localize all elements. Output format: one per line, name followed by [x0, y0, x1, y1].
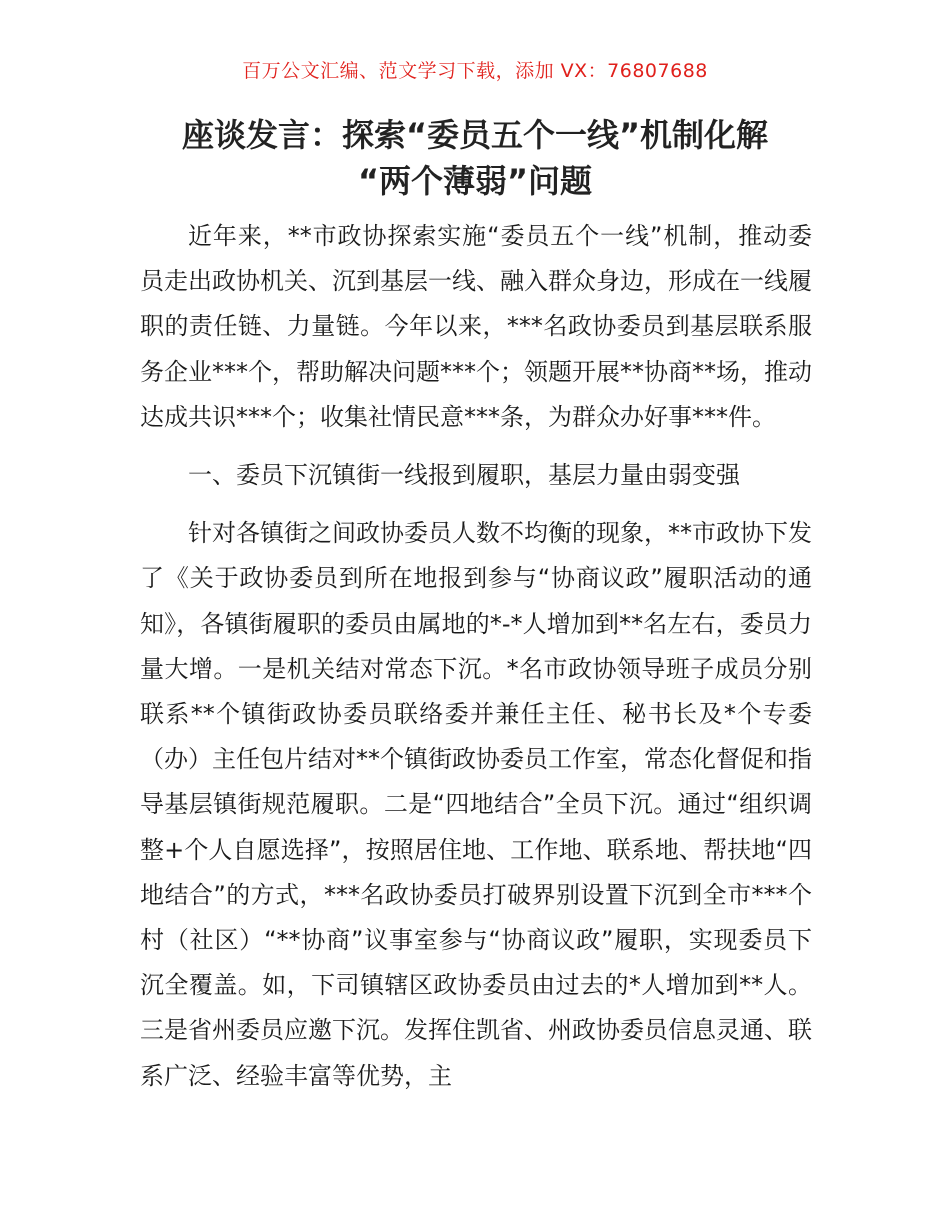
paragraph-intro: 近年来，**市政协探索实施“委员五个一线”机制，推动委员走出政协机关、沉到基层一线、融入群众身边，形成在一线履职的责任链、力量链。今年以来，***名政协委员到基层联系服务企业***个，帮助解决问题***个；领题开展**协商**场，推动达成共识***个；收集社情民意***条，为群众办好事***件。: [140, 222, 812, 431]
document-title: [0, 112, 950, 204]
paragraph-section-1: 针对各镇街之间政协委员人数不均衡的现象，**市政协下发了《关于政协委员到所在地报到参与“协商议政”履职活动的通知》，各镇街履职的委员由属地的*-*人增加到**名左右，委员力量大增。一是机关结对常态下沉。*名市政协领导班子成员分别联系**个镇街政协委员联络委并兼任主任、秘书长及*个专委（办）主任包片结对**个镇街政协委员工作室，常态化督促和指导基层镇街规范履职。二是“四地结合”全员下沉。通过“组织调整+个人自愿选择”，按照居住地、工作地、联系地、帮扶地“四地结合”的方式，***名政协委员打破界别设置下沉到全市***个村（社区）“**协商”议事室参与“协商议政”履职，实现委员下沉全覆盖。如，下司镇辖区政协委员由过去的*人增加到**人。三是省州委员应邀下沉。发挥住凯省、州政协委员信息灵通、联系广泛、经验丰富等优势，主: [140, 519, 812, 1090]
section-heading-1: 一、委员下沉镇街一线报到履职，基层力量由弱变强: [188, 461, 740, 490]
title-line-2: “两个薄弱”问题: [357, 162, 593, 200]
title-line-1: 座谈发言：探索“委员五个一线”机制化解: [181, 116, 769, 154]
document-body: [140, 214, 812, 1099]
header-banner: 百万公文汇编、范文学习下载，添加 VX：76807688: [242, 60, 708, 82]
